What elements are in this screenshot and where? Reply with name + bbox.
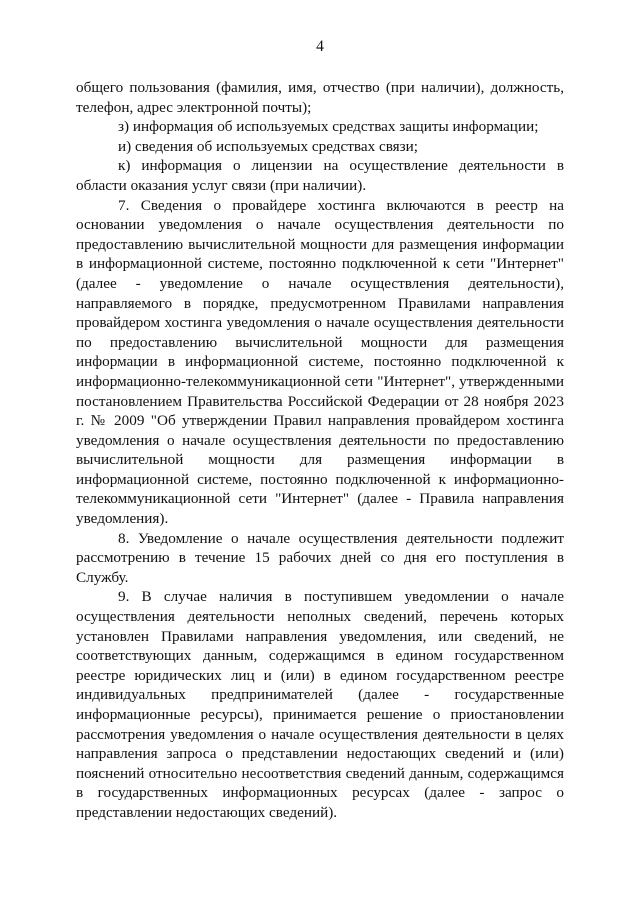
list-item-k: к) информация о лицензии на осуществление деятельности в области оказания услуг связи (при наличии).	[76, 157, 564, 194]
list-item-i: и) сведения об используемых средствах связи;	[118, 137, 419, 155]
page-number: 4	[316, 38, 324, 55]
list-item-z: з) информация об используемых средствах защиты информации;	[118, 118, 539, 136]
clause-7: 7. Сведения о провайдере хостинга включаются в реестр на основании уведомления о начале осуществления деятельности по предоставлению вычислительной мощности для размещения информации в информационной системе, постоянно подключенной к сети "Интернет" (далее - уведомление о начале осуществления деятельности), направляемого в порядке, предусмотренном Правилами направления провайдером хостинга уведомления о начале осуществления деятельности по предоставлению вычислительной мощности для размещения информации в информационной системе, постоянно подключенной к информационно-телекоммуникационной сети "Интернет", утвержденными постановлением Правительства Российской Федерации от 28 ноября 2023 г. № 2009 "Об утверждении Правил направления провайдером хостинга уведомления о начале осуществления деятельности по предоставлению вычислительной мощности для размещения информации в информационной системе, постоянно подключенной к информационно-телекоммуникационной сети "Интернет" (далее - Правила направления уведомления).	[76, 196, 564, 528]
clause-8: 8. Уведомление о начале осуществления деятельности подлежит рассмотрению в течение 15 рабочих дней со дня его поступления в Службу.	[76, 529, 564, 586]
document-body	[76, 78, 564, 823]
paragraph-continuation: общего пользования (фамилия, имя, отчество (при наличии), должность, телефон, адрес электронной почты);	[76, 79, 564, 116]
clause-9: 9. В случае наличия в поступившем уведомлении о начале осуществления деятельности неполных сведений, перечень которых установлен Правилами направления уведомления, или сведений, не соответствующих данным, содержащимся в едином государственном реестре юридических лиц и (или) в едином государственном реестре индивидуальных предпринимателей (далее - государственные информационные ресурсы), принимается решение о приостановлении рассмотрения уведомления о начале осуществления деятельности в целях направления запроса о представлении недостающих сведений и (или) пояснений относительно несоответствия сведений данным, содержащимся в государственных информационных ресурсах (далее - запрос о представлении недостающих сведений).	[76, 588, 564, 821]
